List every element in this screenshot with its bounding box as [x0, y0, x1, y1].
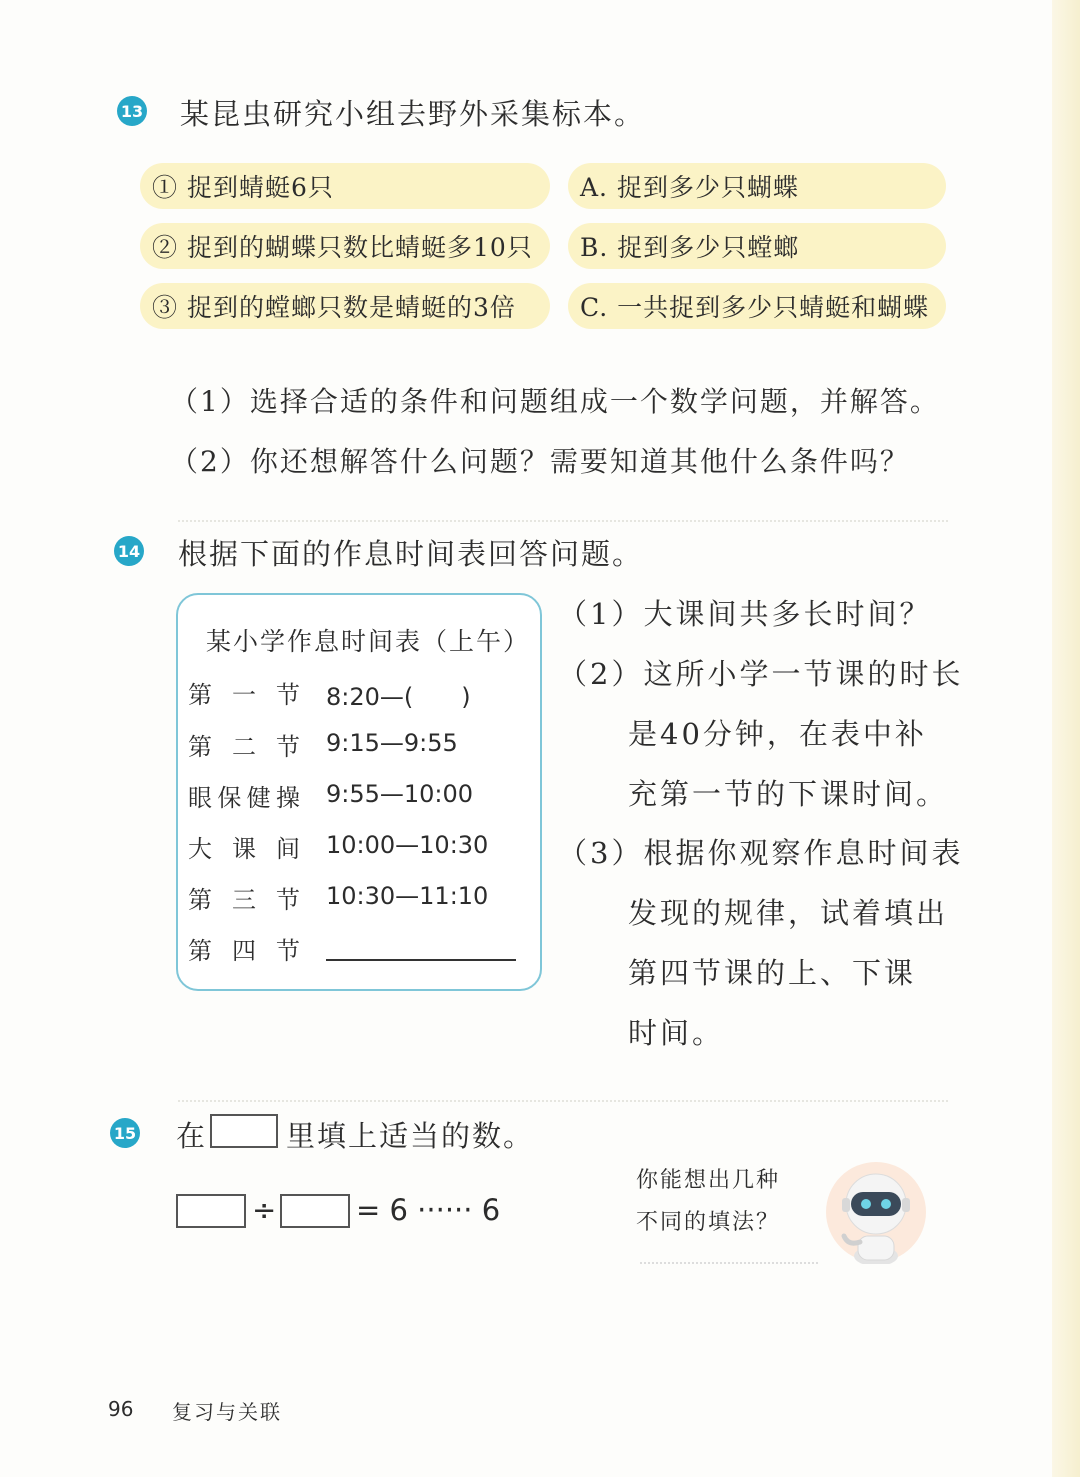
- condition-1: ① 捉到蜻蜓6只: [140, 163, 550, 209]
- question-15-title-end: 里填上适当的数。: [286, 1119, 535, 1153]
- schedule-title: 某小学作息时间表（上午）: [206, 627, 531, 656]
- schedule-row-time: 10:30—11:10: [326, 882, 489, 910]
- schedule-row-time: 8:20—( ): [326, 683, 471, 711]
- divide-sign: ÷: [252, 1193, 277, 1227]
- hint-line-2: 不同的填法？: [636, 1210, 781, 1235]
- q14-line: （1）大课间共多长时间？: [558, 597, 932, 631]
- schedule-table: [176, 593, 542, 991]
- question-a: A. 捉到多少只蝴蝶: [568, 163, 946, 209]
- question-b: B. 捉到多少只螳螂: [568, 223, 946, 269]
- example-box: [210, 1114, 278, 1148]
- q14-line: 是40分钟，在表中补: [628, 717, 927, 751]
- q14-line: （3）根据你观察作息时间表: [558, 836, 964, 870]
- schedule-row-label: 第二节: [188, 733, 300, 761]
- schedule-row-label: 第三节: [188, 886, 300, 914]
- divider: [178, 1100, 948, 1102]
- q14-line: 时间。: [628, 1016, 725, 1050]
- page-edge: [1052, 0, 1080, 1477]
- answer-blank-line[interactable]: [326, 959, 516, 961]
- question-13-title: 某昆虫研究小组去野外采集标本。: [180, 97, 646, 131]
- q13-sub1: （1）选择合适的条件和问题组成一个数学问题，并解答。: [170, 385, 940, 418]
- schedule-row-time: 9:55—10:00: [326, 780, 474, 808]
- condition-2: ② 捉到的蝴蝶只数比蜻蜓多10只: [140, 223, 550, 269]
- schedule-row-label: 大课间: [188, 835, 300, 863]
- schedule-row-label: 第四节: [188, 937, 300, 965]
- question-14-badge: 14: [114, 536, 144, 566]
- condition-3: ③ 捉到的螳螂只数是蜻蜓的3倍: [140, 283, 550, 329]
- robot-icon: [824, 1160, 928, 1264]
- hint-bubble: [636, 1160, 818, 1260]
- divisor-input-box[interactable]: [280, 1194, 350, 1228]
- divider: [178, 520, 948, 522]
- question-15-badge: 15: [110, 1118, 140, 1148]
- hint-line-1: 你能想出几种: [636, 1168, 781, 1193]
- q14-line: （2）这所小学一节课的时长: [558, 657, 964, 691]
- schedule-row-time: 9:15—9:55: [326, 729, 458, 757]
- q14-line: 充第一节的下课时间。: [628, 777, 949, 811]
- question-14-title: 根据下面的作息时间表回答问题。: [178, 537, 644, 571]
- page-number: 96: [108, 1397, 134, 1421]
- equation-result: = 6 ······ 6: [356, 1193, 501, 1227]
- q14-line: 第四节课的上、下课: [628, 956, 917, 990]
- schedule-row-label: 眼保健操: [188, 784, 300, 812]
- schedule-row-label: 第一节: [188, 681, 300, 709]
- question-13-badge: 13: [117, 96, 147, 126]
- question-15-title-start: 在: [176, 1119, 208, 1153]
- question-c: C. 一共捉到多少只蜻蜓和蝴蝶: [568, 283, 946, 329]
- q13-sub2: （2）你还想解答什么问题？需要知道其他什么条件吗？: [170, 445, 910, 478]
- dividend-input-box[interactable]: [176, 1194, 246, 1228]
- schedule-row-time: 10:00—10:30: [326, 831, 489, 859]
- q14-line: 发现的规律，试着填出: [628, 896, 949, 930]
- section-name: 复习与关联: [172, 1400, 282, 1424]
- bubble-underline: [640, 1262, 818, 1264]
